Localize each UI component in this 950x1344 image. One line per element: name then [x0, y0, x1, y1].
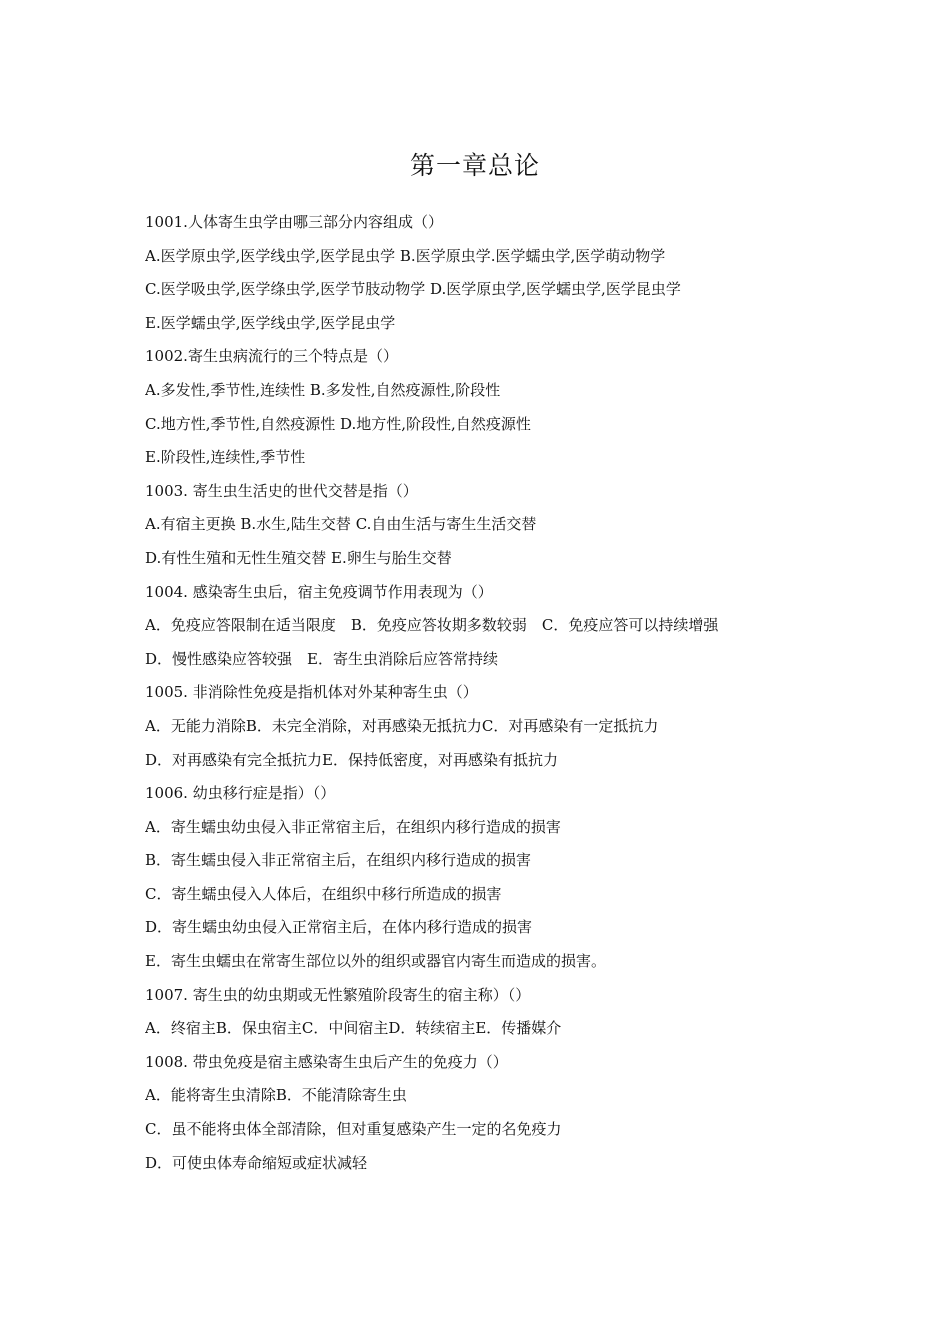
question-1001-options-ab: A.医学原虫学,医学线虫学,医学昆虫学 B.医学原虫学.医学蠕虫学,医学萌动物学	[145, 246, 666, 265]
question-1002-options-ab: A.多发性,季节性,连续性 B.多发性,自然疫源性,阶段性	[145, 380, 501, 399]
question-list	[145, 206, 825, 1180]
question-1003-stem: 1003. 寄生虫生活史的世代交替是指（）	[145, 481, 418, 500]
question-1005-options-de: D．对再感染有完全抵抗力E．保持低密度，对再感染有抵抗力	[145, 750, 558, 769]
question-1006-stem: 1006. 幼虫移行症是指）（）	[145, 784, 336, 803]
question-1003-options-abc: A.有宿主更换 B.水生,陆生交替 C.自由生活与寄生生活交替	[145, 515, 537, 534]
question-1008-option-c: C．虽不能将虫体全部清除，但对重复感染产生一定的名免疫力	[145, 1120, 562, 1139]
question-1007-options: A．终宿主B．保虫宿主C．中间宿主D．转续宿主E．传播媒介	[145, 1019, 562, 1038]
question-1006-option-a: A．寄生蠕虫幼虫侵入非正常宿主后，在组织内移行造成的损害	[145, 817, 561, 836]
question-1008-options-ab: A．能将寄生虫清除B．不能清除寄生虫	[145, 1086, 407, 1105]
question-1006-option-e: E．寄生虫蠕虫在常寄生部位以外的组织或器官内寄生而造成的损害。	[145, 952, 606, 971]
question-1001-stem: 1001.人体寄生虫学由哪三部分内容组成（）	[145, 213, 443, 231]
question-1004-options-de: D．慢性感染应答较强 E．寄生虫消除后应答常持续	[145, 649, 498, 668]
question-1008-stem: 1008. 带虫免疫是宿主感染寄生虫后产生的免疫力（）	[145, 1052, 508, 1071]
question-1006-option-d: D．寄生蠕虫幼虫侵入正常宿主后，在体内移行造成的损害	[145, 918, 533, 937]
question-1006-option-c: C．寄生蠕虫侵入人体后，在组织中移行所造成的损害	[145, 884, 502, 903]
question-1008-option-d: D．可使虫体寿命缩短或症状减轻	[145, 1153, 368, 1172]
question-1002-options-cd: C.地方性,季节性,自然疫源性 D.地方性,阶段性,自然疫源性	[145, 414, 531, 433]
question-1002-option-e: E.阶段性,连续性,季节性	[145, 448, 306, 467]
question-1005-options-abc: A．无能力消除B．未完全消除，对再感染无抵抗力C．对再感染有一定抵抗力	[145, 716, 659, 735]
question-1001-options-cd: C.医学吸虫学,医学绦虫学,医学节肢动物学 D.医学原虫学,医学蠕虫学,医学昆虫学	[145, 280, 681, 299]
question-1006-option-b: B．寄生蠕虫侵入非正常宿主后，在组织内移行造成的损害	[145, 851, 532, 870]
question-1001-option-e: E.医学蠕虫学,医学线虫学,医学昆虫学	[145, 313, 396, 332]
question-1002-stem: 1002.寄生虫病流行的三个特点是（）	[145, 347, 398, 366]
question-1005-stem: 1005. 非消除性免疫是指机体对外某种寄生虫（）	[145, 683, 478, 702]
question-1004-stem: 1004. 感染寄生虫后，宿主免疫调节作用表现为（）	[145, 582, 493, 601]
question-1003-options-de: D.有性生殖和无性生殖交替 E.卵生与胎生交替	[145, 548, 452, 567]
question-1004-options-abc: A．免疫应答限制在适当限度 B．免疫应答妆期多数较弱 C．免疫应答可以持续增强	[145, 616, 719, 635]
chapter-title: 第一章总论	[409, 151, 540, 180]
question-1007-stem: 1007. 寄生虫的幼虫期或无性繁殖阶段寄生的宿主称）（）	[145, 985, 531, 1004]
